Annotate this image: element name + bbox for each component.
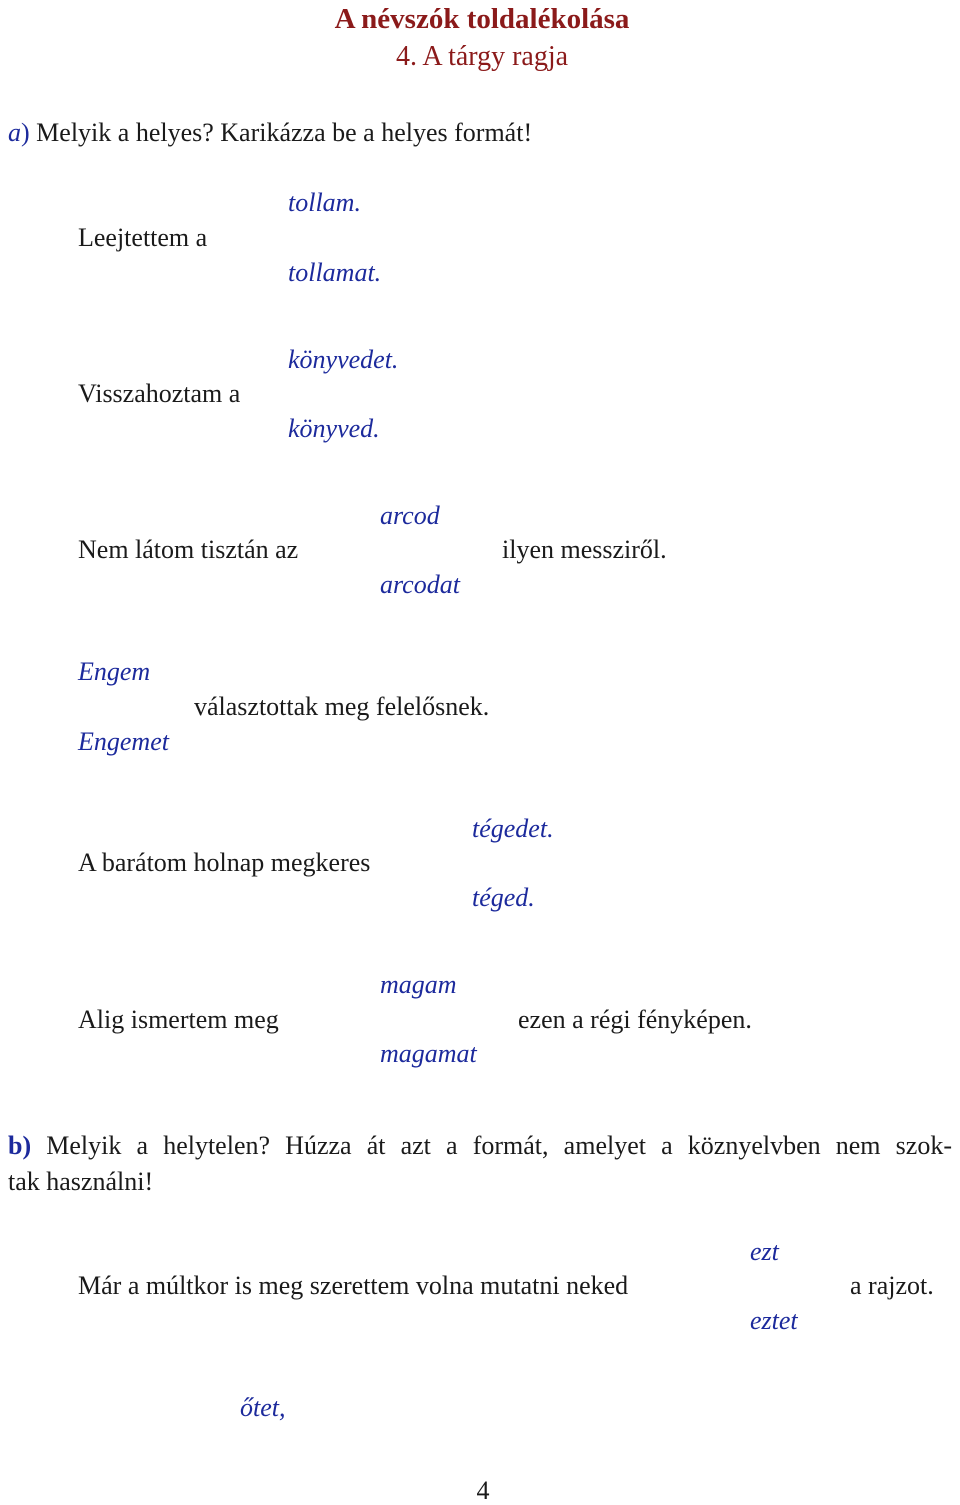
item-6-option-2[interactable]: magamat (380, 1039, 477, 1068)
item-b1-option-2[interactable]: eztet (750, 1306, 798, 1335)
item-b1-prefix: Már a múltkor is meg szerettem volna mutatni neked (78, 1271, 629, 1300)
item-5-prefix: A barátom holnap megkeres (78, 848, 371, 877)
section-a-instruction (8, 120, 532, 146)
item-6-option-1[interactable]: magam (380, 970, 457, 999)
item-4-option-1[interactable]: Engem (78, 657, 151, 686)
item-2-option-1[interactable]: könyvedet. (288, 345, 399, 374)
item-3-option-1[interactable]: arcod (380, 501, 440, 530)
section-b-instruction-line-2: tak használni! (8, 1167, 154, 1196)
section-b-instruction (8, 1128, 952, 1200)
section-b-instruction-line-1 (8, 1128, 952, 1164)
item-1-prefix: Leejtettem a (78, 223, 208, 252)
item-5-option-2[interactable]: téged. (472, 883, 535, 912)
item-b1-option-1[interactable]: ezt (750, 1237, 779, 1266)
item-4-option-2[interactable]: Engemet (78, 727, 169, 756)
page-title: A névszók toldalékolása (334, 3, 630, 35)
page-number: 4 (476, 1476, 490, 1505)
item-b1-suffix: a rajzot. (850, 1271, 934, 1300)
item-2-prefix: Visszahoztam a (78, 379, 241, 408)
item-b2-option-1[interactable]: őtet, (240, 1393, 286, 1422)
section-a-label: a) (8, 118, 30, 147)
section-b-instruction-text-1: Melyik a helytelen? Húzza át azt a formát, amelyet a köznyelvben nem szok- (46, 1131, 952, 1160)
page-subtitle: 4. A tárgy ragja (395, 41, 569, 72)
item-6-prefix: Alig ismertem meg (78, 1005, 279, 1034)
item-1-option-2[interactable]: tollamat. (288, 258, 382, 287)
item-4-suffix: választottak meg felelősnek. (194, 692, 490, 721)
item-6-suffix: ezen a régi fényképen. (518, 1005, 752, 1034)
section-a-instruction-text: Melyik a helyes? Karikázza be a helyes formát! (36, 118, 533, 147)
item-3-option-2[interactable]: arcodat (380, 570, 460, 599)
item-3-prefix: Nem látom tisztán az (78, 535, 299, 564)
item-1-option-1[interactable]: tollam. (288, 188, 361, 217)
item-2-option-2[interactable]: könyved. (288, 414, 380, 443)
item-3-suffix: ilyen messziről. (502, 535, 667, 564)
section-b-label: b) (8, 1131, 32, 1160)
item-5-option-1[interactable]: tégedet. (472, 814, 554, 843)
